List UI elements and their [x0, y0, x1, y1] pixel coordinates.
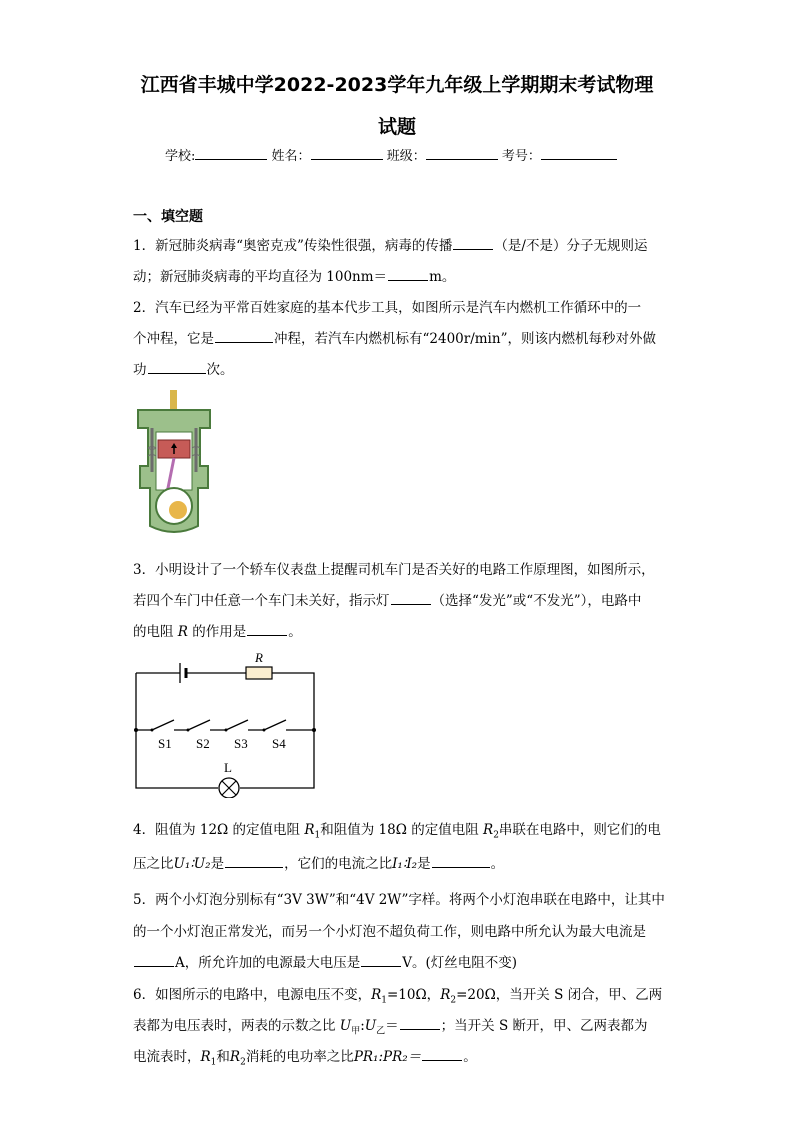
school-label: 学校:: [165, 149, 196, 164]
q3-text-b: （选择“发光”或“不发光”），电路中: [431, 593, 642, 609]
q1-text-d: m。: [429, 269, 456, 285]
q2-text-a: 个冲程，它是: [133, 331, 214, 347]
q4-text-b: 和阻值为 18Ω 的定值电阻: [320, 822, 479, 838]
resistor-label: R: [255, 650, 263, 665]
q6-u2-sub: 乙: [376, 1026, 386, 1037]
q3-line2: [133, 589, 641, 609]
switch-s4-label: S4: [272, 736, 286, 751]
q6-text-c: =20Ω，当开关 S 闭合，甲、乙两: [456, 987, 663, 1003]
q5-line3: [133, 951, 517, 971]
q4-text-a: 4．阻值为 12Ω 的定值电阻: [133, 822, 301, 838]
q2-text-b: 冲程，若汽车内燃机标有“2400r/min”，则该内燃机每秒对外做: [274, 331, 656, 347]
q1-line2: [133, 265, 455, 285]
spark-plug: [170, 390, 177, 412]
q6-u1-sub: 甲: [351, 1026, 361, 1037]
page-title-line2: 试题: [377, 116, 416, 138]
q5-line2: 的一个小灯泡正常发光，而另一个小灯泡不超负荷工作，则电路中所允认为最大电流是: [133, 924, 646, 940]
crankshaft: [169, 501, 187, 519]
q6-text-d: 表都为电压表时，两表的示数之比: [133, 1018, 336, 1034]
number-label: 考号：: [501, 149, 541, 164]
q6-r2-sub: 2: [450, 995, 457, 1006]
q6-line3: [133, 1045, 477, 1068]
q3-blank2[interactable]: [247, 622, 287, 636]
q6-r2b: R: [229, 1049, 241, 1065]
q6-text-f: ；当开关 S 断开，甲、乙两表都为: [440, 1018, 648, 1034]
q6-r2: R: [440, 987, 451, 1003]
q6-r1-sub: 1: [381, 995, 387, 1006]
q2-blank1[interactable]: [215, 329, 273, 343]
q2-blank2[interactable]: [148, 360, 206, 374]
q4-text-e: 是: [210, 856, 225, 872]
q6-u2: U: [364, 1018, 377, 1034]
q3-resistor-symbol: R: [177, 624, 188, 640]
q5-line1: 5．两个小灯泡分别标有“3V 3W”和“4V 2W”字样。将两个小灯泡串联在电路中，让其中: [133, 892, 665, 908]
q4-line2: [133, 852, 504, 872]
q5-text-a: A，所允许加的电源最大电压是: [175, 955, 361, 971]
q6-r1b-sub: 1: [210, 1057, 217, 1068]
q6-blank2[interactable]: [422, 1047, 462, 1061]
q1-text-a: 1．新冠肺炎病毒“奥密克戎”传染性很强，病毒的传播: [133, 238, 453, 254]
q4-r2-sub: 2: [493, 830, 499, 841]
q3-text-a: 若四个车门中任意一个车门未关好，指示灯: [133, 593, 390, 609]
q3-line3: [133, 620, 302, 640]
q6-blank1[interactable]: [400, 1016, 440, 1030]
q4-voltage-ratio: U₁∶U₂: [173, 856, 211, 872]
q2-text-c: 功: [133, 362, 147, 378]
q4-text-d: 压之比: [133, 856, 174, 872]
q1-blank2[interactable]: [388, 267, 428, 281]
class-label: 班级：: [386, 149, 426, 164]
switch-s3-label: S3: [234, 736, 248, 751]
q6-text-h: 和: [216, 1049, 230, 1065]
q5-text-b: V。(灯丝电阻不变): [402, 955, 518, 971]
q6-r2b-sub: 2: [240, 1057, 246, 1068]
q6-text-i: 消耗的电功率之比: [245, 1049, 354, 1065]
q1-text-c: 动；新冠肺炎病毒的平均直径为 100nm＝: [133, 269, 388, 285]
q4-text-g: 是: [417, 856, 431, 872]
class-blank[interactable]: [426, 147, 498, 160]
q4-r1: R: [304, 822, 315, 838]
q6-u1: U: [339, 1018, 352, 1034]
q3-text-e: 。: [288, 624, 302, 640]
q1-text-b: （是/不是）分子无规则运: [494, 238, 648, 254]
switch-s1-label: S1: [158, 736, 172, 751]
q4-blank1[interactable]: [225, 854, 283, 868]
school-blank[interactable]: [195, 147, 267, 160]
resistor-R: [246, 667, 272, 679]
switch-s2-label: S2: [196, 736, 210, 751]
q4-current-ratio: I₁∶I₂: [392, 856, 418, 872]
q6-text-e: ＝: [385, 1018, 399, 1034]
q4-text-h: 。: [490, 856, 505, 872]
q6-text-a: 6．如图所示的电路中，电源电压不变，: [133, 987, 372, 1003]
q6-line1: [133, 983, 662, 1006]
q3-text-c: 的电阻: [133, 624, 174, 640]
q3-text-d: 的作用是: [192, 624, 247, 640]
name-blank[interactable]: [311, 147, 383, 160]
q3-blank1[interactable]: [391, 591, 431, 605]
q4-r1-sub: 1: [314, 830, 321, 841]
q6-line2: 表都为电压表时，两表的示数之比 $U_甲:U_乙=$ ；当开关 S 断开，甲、乙两表都为: [133, 1018, 648, 1037]
q6-text-g: 电流表时，: [133, 1049, 201, 1065]
q6-r1b: R: [200, 1049, 211, 1065]
q4-r2: R: [483, 822, 494, 838]
name-label: 姓名：: [271, 149, 311, 164]
q6-r1: R: [371, 987, 382, 1003]
q1-line1: [133, 234, 647, 254]
page-title-line1: 江西省丰城中学2022-2023学年九年级上学期期末考试物理: [140, 74, 654, 96]
q4-line1: [133, 818, 661, 841]
lamp-label: L: [224, 760, 232, 775]
section-heading: 一、填空题: [133, 209, 203, 225]
q4-text-c: 串联在电路中，则它们的电: [498, 822, 661, 838]
q3-line1: 3．小明设计了一个轿车仪表盘上提醒司机车门是否关好的电路工作原理图，如图所示，: [133, 562, 655, 578]
student-info-row: [165, 145, 617, 164]
q2-line2: [133, 327, 656, 347]
q5-blank1[interactable]: [134, 953, 174, 967]
q1-blank1[interactable]: [453, 236, 493, 250]
q2-line3: [133, 358, 234, 378]
engine-diagram: [130, 388, 218, 538]
door-circuit-diagram: [130, 648, 320, 798]
q6-power-ratio: PR₁:PR₂＝: [353, 1049, 422, 1065]
q6-text-j: 。: [463, 1049, 477, 1065]
q6-text-b: =10Ω，: [387, 987, 441, 1003]
q2-text-d: 次。: [206, 362, 234, 378]
number-blank[interactable]: [541, 147, 617, 160]
q2-line1: 2．汽车已经为平常百姓家庭的基本代步工具，如图所示是汽车内燃机工作循环中的一: [133, 300, 642, 316]
q4-blank2[interactable]: [432, 854, 490, 868]
q4-text-f: ，它们的电流之比: [284, 856, 393, 872]
q5-blank2[interactable]: [361, 953, 401, 967]
